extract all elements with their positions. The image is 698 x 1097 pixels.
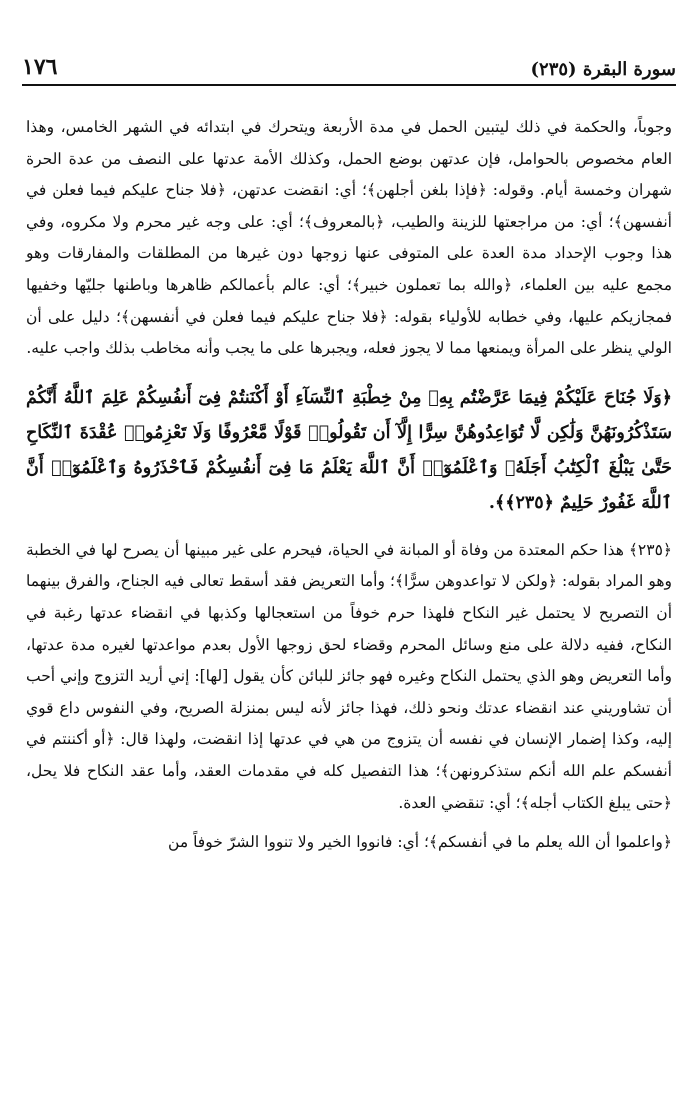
page-body bbox=[26, 112, 672, 859]
page-number: ١٧٦ bbox=[22, 54, 58, 80]
commentary-paragraph: وجوباً، والحكمة في ذلك ليتبين الحمل في مدة الأربعة ويتحرك في ابتدائه في الشهر الخامس، وهذا العام مخصوص بالحوامل، فإن عدتهن بوضع الحمل، وكذلك الأمة عدتها على النصف من عدة الحرة شهران وخمسة أيام. وقوله: ﴿فإذا بلغن أجلهن﴾؛ أي: انقضت عدتهن، ﴿فلا جناح عليكم فيما فعلن في أنفسهن﴾؛ أي: من مراجعتها للزينة والطيب، ﴿بالمعروف﴾؛ أي: على وجه غير محرم ولا مكروه، وفي هذا وجوب الإحداد مدة العدة على المتوفى عنها زوجها دون غيرها من المطلقات والمفارقات وهو مجمع عليه بين العلماء، ﴿والله بما تعملون خبير﴾؛ أي: عالم بأعمالكم ظاهرها وباطنها جليّها وخفيها فمجازيكم عليها، وفي خطابه للأولياء بقوله: ﴿فلا جناح عليكم فيما فعلن في أنفسهن﴾؛ دليل على أن الولي ينظر على المرأة ويمنعها مما لا يجوز فعله، ويجبرها على ما يجب وأنه مخاطب بذلك واجب عليه. bbox=[26, 118, 672, 358]
commentary-paragraph: ﴿٢٣٥﴾ هذا حكم المعتدة من وفاة أو المبانة في الحياة، فيحرم على غير مبينها أن يصرح لها في الخطبة وهو المراد بقوله: ﴿ولكن لا تواعدوهن سرًّا﴾؛ وأما التعريض فقد أسقط تعالى فيه الجناح، والفرق بينهما أن التصريح لا يحتمل غير النكاح فلهذا حرم خوفاً من استعجالها وكذبها في انقضاء عدتها رغبة في النكاح، ففيه دلالة على منع وسائل المحرم وقضاء لحق زوجها الأول بعدم مواعدتها لغيره مدة عدتها، وأما التعريض وهو الذي يحتمل النكاح وغيره فهو جائز للبائن كأن يقول [لها]: إني أريد التزوج وإني أحب أن تشاوريني عند انقضاء عدتك ونحو ذلك، فهذا جائز لأنه ليس بمنزلة الصريح، وفي النفوس داع قوي إليه، وكذا إضمار الإنسان في نفسه أن يتزوج من هي في عدتها إذا انقضت، ولهذا قال: ﴿أو أكننتم في أنفسكم علم الله أنكم ستذكرونهن﴾؛ هذا التفصيل كله في مقدمات العقد، وأما عقد النكاح فلا يحل، ﴿حتى يبلغ الكتاب أجله﴾؛ أي: تنقضي العدة. bbox=[26, 540, 672, 812]
page-header bbox=[22, 52, 676, 86]
quran-verse: ﴿وَلَا جُنَاحَ عَلَيْكُمْ فِيمَا عَرَّضْتُم بِهِۦ مِنْ خِطْبَةِ ٱلنِّسَآءِ أَوْ أَكْنَنتُمْ فِىٓ أَنفُسِكُمْ عَلِمَ ٱللَّهُ أَنَّكُمْ سَتَذْكُرُونَهُنَّ وَلَٰكِن لَّا تُوَاعِدُوهُنَّ سِرًّا إِلَّآ أَن تَقُولُوا۟ قَوْلًا مَّعْرُوفًا وَلَا تَعْزِمُوا۟ عُقْدَةَ ٱلنِّكَاحِ حَتَّىٰ يَبْلُغَ ٱلْكِتَٰبُ أَجَلَهُۥ وَٱعْلَمُوٓا۟ أَنَّ ٱللَّهَ يَعْلَمُ مَا فِىٓ أَنفُسِكُمْ فَٱحْذَرُوهُ وَٱعْلَمُوٓا۟ أَنَّ ٱللَّهَ غَفُورٌ حَلِيمٌ ﴿٢٣٥﴾﴾. bbox=[26, 387, 672, 513]
commentary-paragraph: ﴿واعلموا أن الله يعلم ما في أنفسكم﴾؛ أي: فانووا الخير ولا تنووا الشرّ خوفاً من bbox=[168, 833, 672, 852]
surah-label: سورة البقرة (٢٣٥) bbox=[530, 59, 676, 80]
